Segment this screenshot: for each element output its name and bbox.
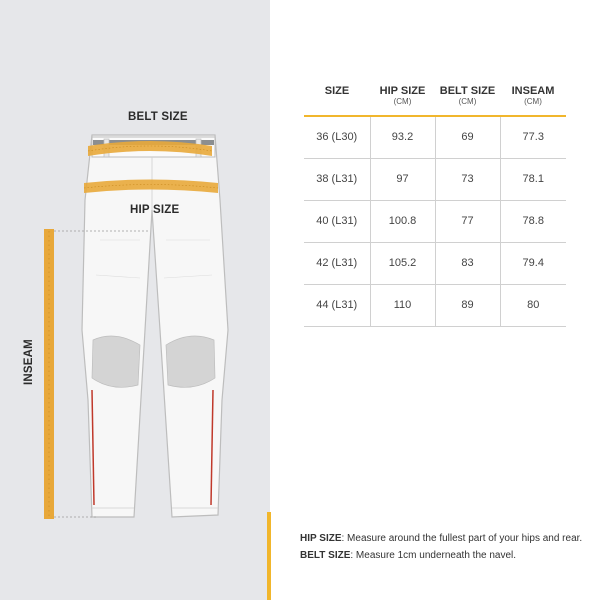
belt-size-label: BELT SIZE <box>128 111 188 123</box>
header-belt-size: BELT SIZE (CM) <box>439 85 496 106</box>
cell-size: 38 (L31) <box>304 158 370 200</box>
cell-hip: 97 <box>370 158 435 200</box>
cell-belt: 89 <box>435 284 500 326</box>
cell-size: 36 (L30) <box>304 116 370 158</box>
measurement-notes <box>300 530 590 564</box>
hip-size-label: HIP SIZE <box>130 204 180 216</box>
hip-size-note-term: HIP SIZE <box>300 533 342 544</box>
cell-hip: 105.2 <box>370 242 435 284</box>
table-row <box>304 200 566 242</box>
hip-size-note <box>300 530 590 547</box>
cell-inseam: 78.1 <box>500 158 566 200</box>
cell-inseam: 79.4 <box>500 242 566 284</box>
inseam-label: INSEAM <box>23 339 35 385</box>
header-inseam: INSEAM (CM) <box>511 85 555 106</box>
hip-size-note-text: : Measure around the fullest part of your hips and rear. <box>341 533 583 544</box>
cell-belt: 69 <box>435 116 500 158</box>
table-row <box>304 116 566 158</box>
belt-size-note-text: : Measure 1cm underneath the navel. <box>350 550 517 561</box>
cell-hip: 100.8 <box>370 200 435 242</box>
cell-size: 40 (L31) <box>304 200 370 242</box>
cell-belt: 73 <box>435 158 500 200</box>
cell-size: 42 (L31) <box>304 242 370 284</box>
pants-drawing <box>82 135 228 517</box>
table-row <box>304 242 566 284</box>
header-size: SIZE <box>324 85 350 97</box>
cell-size: 44 (L31) <box>304 284 370 326</box>
size-chart-table <box>304 82 566 327</box>
cell-inseam: 80 <box>500 284 566 326</box>
table-row <box>304 158 566 200</box>
cell-belt: 77 <box>435 200 500 242</box>
cell-belt: 83 <box>435 242 500 284</box>
accent-bar <box>267 512 271 600</box>
cell-inseam: 78.8 <box>500 200 566 242</box>
cell-hip: 110 <box>370 284 435 326</box>
belt-size-note-term: BELT SIZE <box>300 550 351 561</box>
cell-inseam: 77.3 <box>500 116 566 158</box>
table-header-row <box>304 82 566 116</box>
table-row <box>304 284 566 326</box>
belt-size-note <box>300 547 590 564</box>
cell-hip: 93.2 <box>370 116 435 158</box>
header-hip-size: HIP SIZE (CM) <box>379 85 426 106</box>
pants-illustration <box>0 0 270 600</box>
